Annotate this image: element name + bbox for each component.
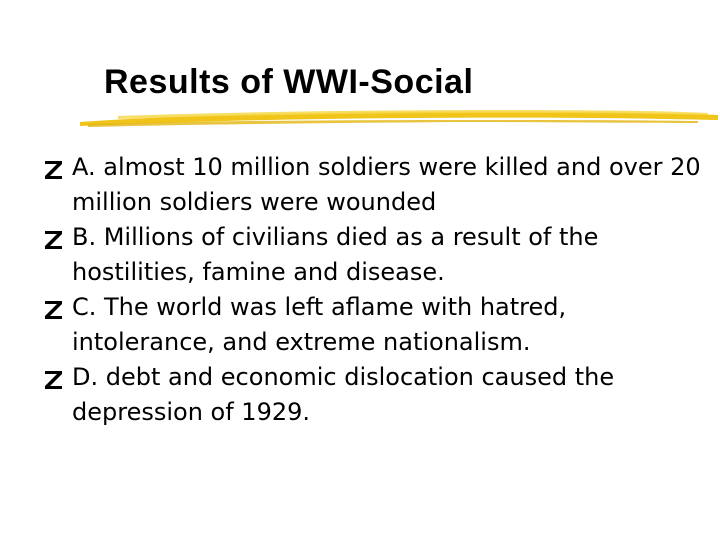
title-underline-brushstroke <box>78 104 720 130</box>
z-bullet-icon <box>40 360 70 395</box>
bullet-item-b <box>40 220 710 290</box>
z-bullet-icon <box>40 220 70 255</box>
bullet-item-d <box>40 360 710 430</box>
bullet-text-b: B. Millions of civilians died as a result of the hostilities, famine and disease. <box>72 223 599 286</box>
bullet-text-a: A. almost 10 million soldiers were killed and over 20 million soldiers were wounded <box>72 153 701 216</box>
bullet-list <box>40 150 710 430</box>
bullet-item-c <box>40 290 710 360</box>
bullet-text-c: C. The world was left aflame with hatred, intolerance, and extreme nationalism. <box>72 293 567 356</box>
z-bullet-icon <box>40 290 70 325</box>
slide-title: Results of WWI-Social <box>104 63 474 101</box>
bullet-text-d: D. debt and economic dislocation caused the depression of 1929. <box>72 363 615 426</box>
z-bullet-icon <box>40 150 70 185</box>
bullet-item-a <box>40 150 710 220</box>
